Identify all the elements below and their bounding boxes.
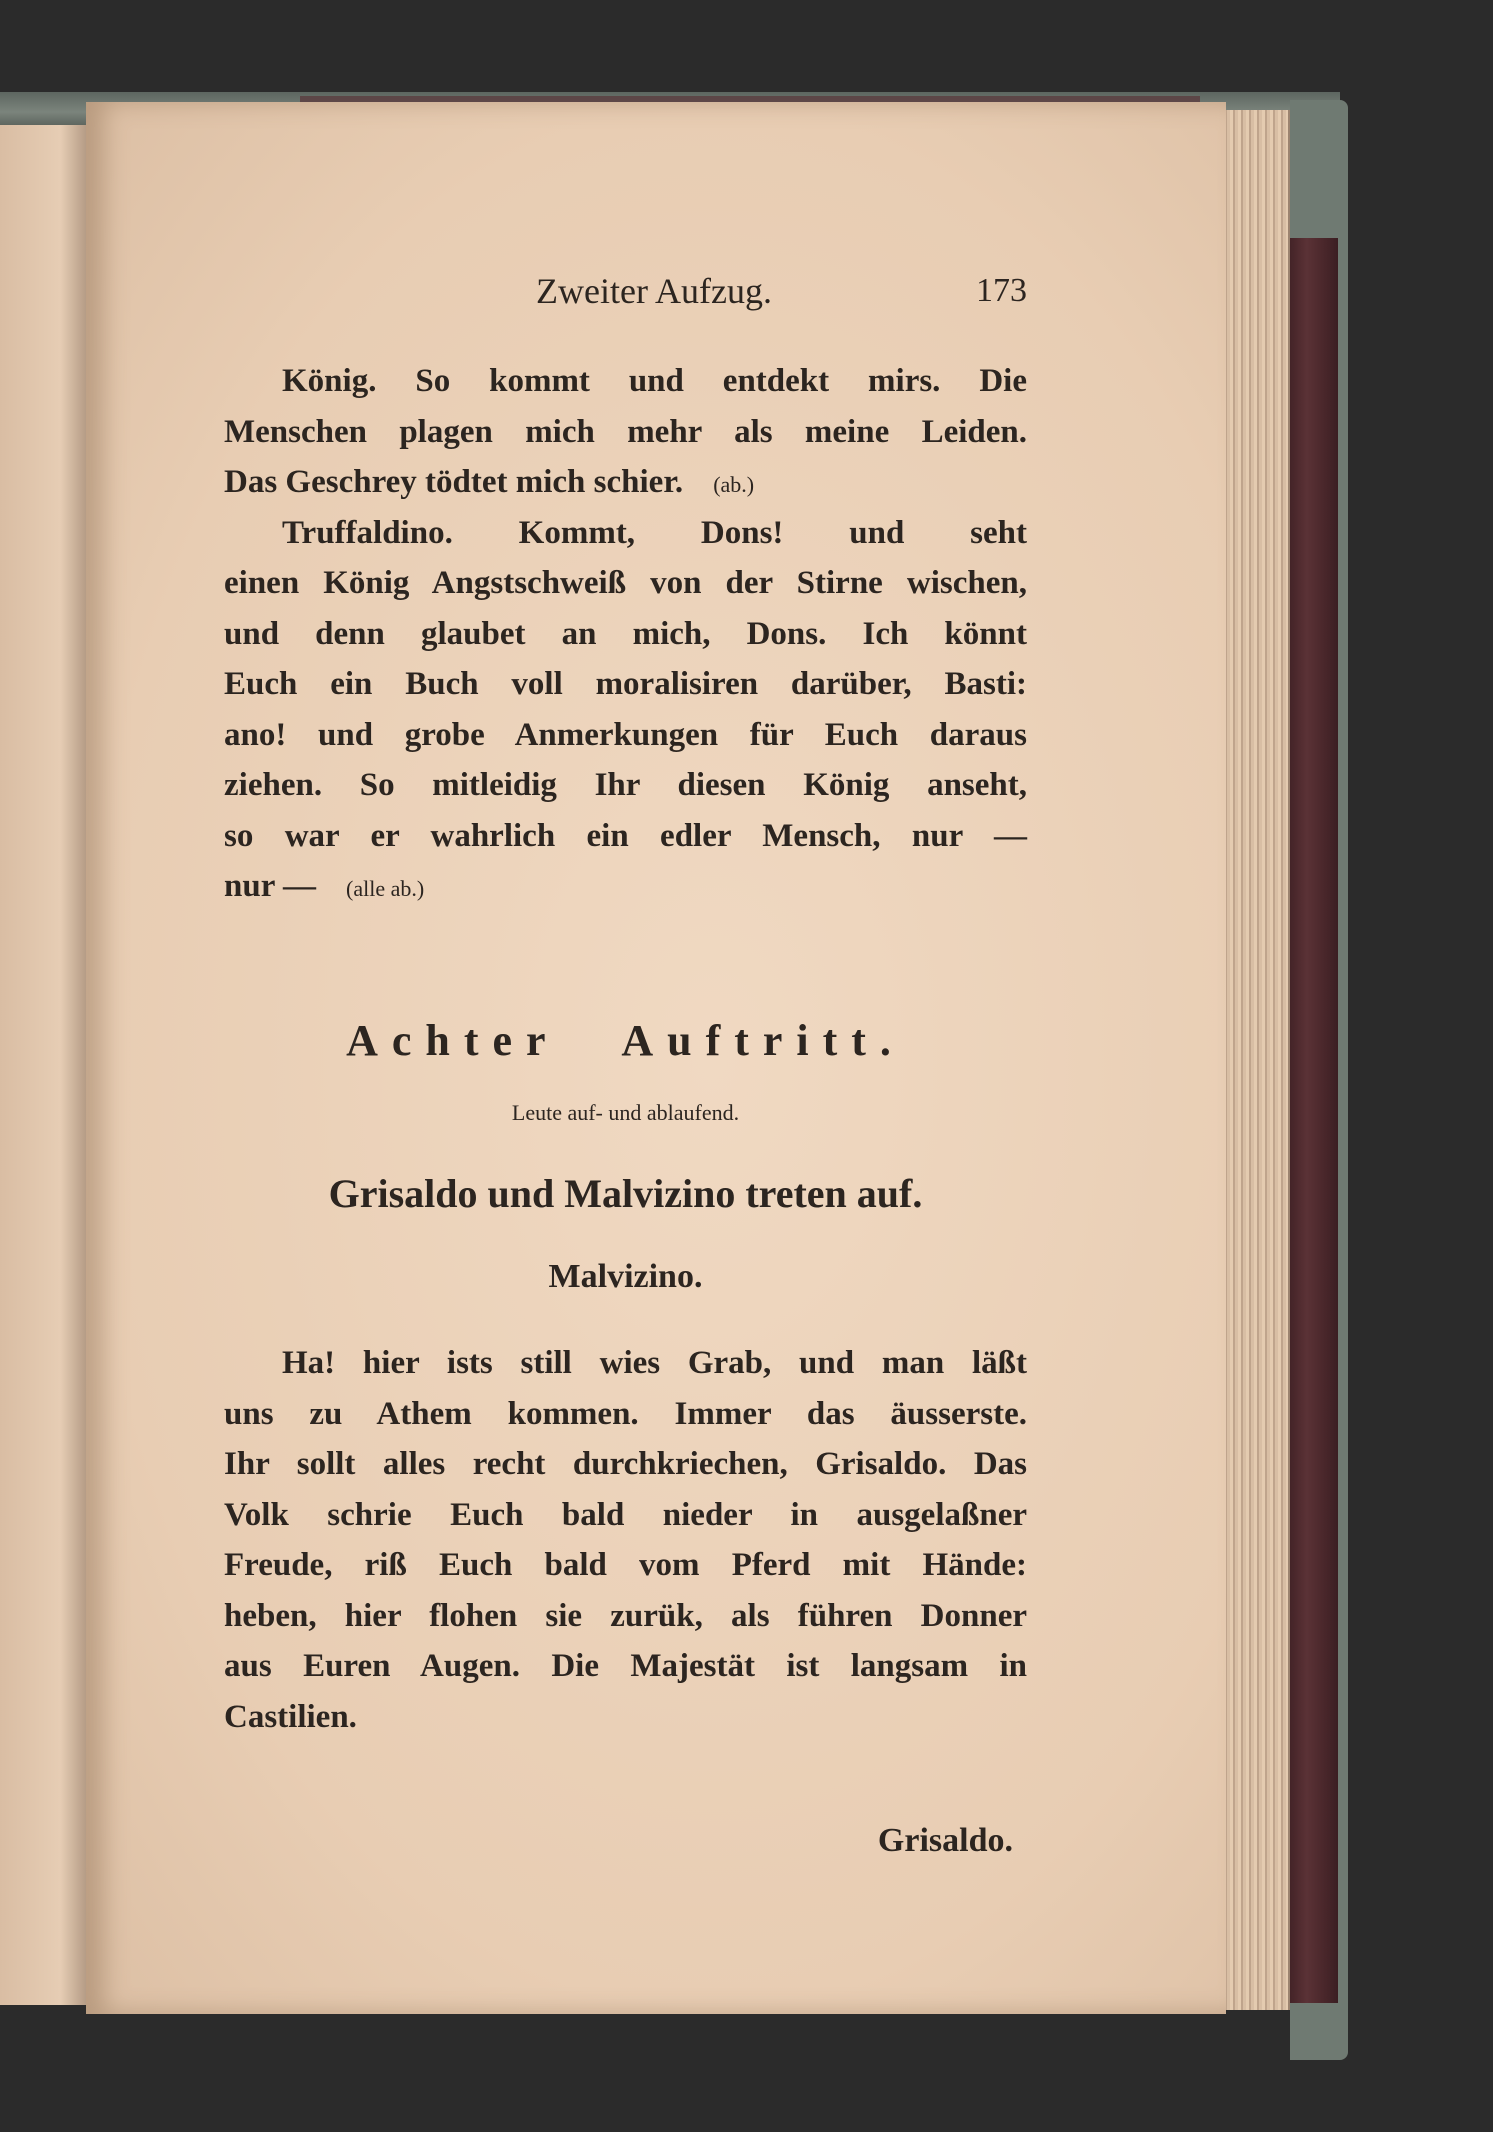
speaker-name: Malvizino. [548, 1258, 703, 1295]
text-line [224, 457, 1027, 508]
text-line: so war er wahrlich ein edler Mensch, nur — [224, 817, 1027, 854]
text-line: aus Euren Augen. Die Majestät ist langsam in [224, 1648, 1027, 1684]
stage-direction: (ab.) [713, 472, 755, 497]
text-line-content: nur — [224, 868, 317, 904]
catchword: Grisaldo. [877, 1822, 1013, 1859]
entrance-line: Grisaldo und Malvizino treten auf. [328, 1171, 923, 1216]
stage-direction: (alle ab.) [346, 876, 425, 901]
text-line: heben, hier flohen sie zurük, als führen Donner [224, 1597, 1027, 1634]
text-line: uns zu Athem kommen. Immer das äusserste. [224, 1395, 1027, 1432]
text-line: Euch ein Buch voll moralisiren darüber, Basti: [224, 666, 1027, 702]
book-cover-board [1286, 238, 1338, 2003]
text-line: einen König Angstschweiß von der Stirne wischen, [224, 565, 1027, 601]
text-line: ziehen. So mitleidig Ihr diesen König anseht, [224, 767, 1027, 803]
text-line: König. So kommt und entdekt mirs. Die [282, 363, 1027, 399]
page-edges [1222, 110, 1290, 2010]
page-number: 173 [976, 272, 1027, 309]
text-line: Freude, riß Euch bald vom Pferd mit Hände: [224, 1547, 1027, 1583]
text-line: Menschen plagen mich mehr als meine Leiden. [224, 413, 1027, 450]
page-header [224, 270, 1027, 320]
left-page [0, 125, 86, 2005]
text-line-content: Das Geschrey tödtet mich schier. [224, 464, 684, 500]
text-line: ano! und grobe Anmerkungen für Euch daraus [224, 716, 1027, 753]
text-line: Ihr sollt alles recht durchkriechen, Grisaldo. Das [224, 1446, 1027, 1482]
scene-heading: Achter Auftritt. [346, 1016, 905, 1065]
text-line: Ha! hier ists still wies Grab, und man läßt [282, 1345, 1027, 1381]
text-line: Volk schrie Euch bald nieder in ausgelaßner [224, 1496, 1027, 1533]
paragraph-koenig [224, 356, 1027, 912]
text-line: Truffaldino. Kommt, Dons! und seht [282, 514, 1027, 551]
scene-direction: Leute auf- und ablaufend. [511, 1100, 740, 1125]
text-line [224, 861, 1027, 912]
running-head: Zweiter Aufzug. [536, 271, 772, 311]
paragraph-malvizino [224, 1338, 1027, 1742]
text-line: Castilien. [224, 1698, 357, 1735]
text-line: und denn glaubet an mich, Dons. Ich könnt [224, 615, 1027, 652]
